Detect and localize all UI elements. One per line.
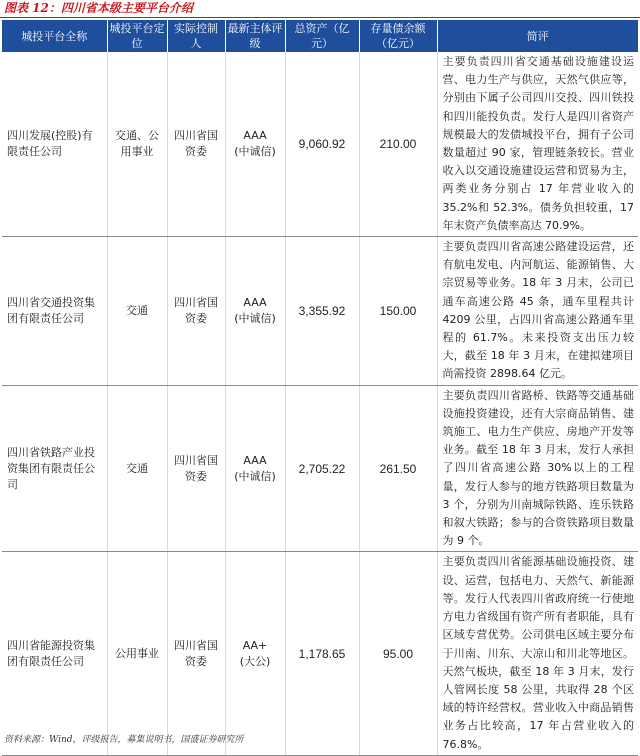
rating-agency: (中诚信) bbox=[234, 469, 276, 483]
header-debt: 存量债余额（亿元） bbox=[359, 20, 437, 52]
rating-cell bbox=[225, 385, 285, 552]
platform-name: 四川省交通投资集团有限责任公司 bbox=[2, 237, 107, 386]
table-header-row bbox=[2, 20, 638, 52]
platform-position: 交通、公用事业 bbox=[107, 52, 167, 237]
rating-agency: (中诚信) bbox=[234, 145, 276, 159]
header-name: 城投平台全称 bbox=[2, 20, 107, 52]
rating: AAA bbox=[243, 129, 267, 143]
total-assets: 9,060.92 bbox=[285, 52, 359, 237]
bond-balance: 210.00 bbox=[359, 52, 437, 237]
controller: 四川省国资委 bbox=[167, 385, 225, 552]
figure-title: 图表 12：四川省本级主要平台介绍 bbox=[0, 0, 640, 18]
rating-cell bbox=[225, 52, 285, 237]
platform-position: 交通 bbox=[107, 237, 167, 386]
header-controller: 实际控制人 bbox=[167, 20, 225, 52]
platform-position: 交通 bbox=[107, 385, 167, 552]
description: 主要负责四川省交通基础设施建设运营、电力生产与供应，天然气供应等，分别由下属子公司四川交投、四川铁投和四川能投负责。发行人是四川省资产规模最大的发债城投平台，拥有子公司数量超过 90 家，管理链条较长。营业收入以交通设施建设运营和贸易为主，两类业务分别占 17 年营业收入的 35.2%和 52.3%。债务负担较重，17 年末资产负债率高达 70.9%。 bbox=[437, 52, 638, 237]
source-note: 资料来源：Wind，评级报告，募集说明书，国盛证券研究所 bbox=[4, 735, 244, 745]
controller: 四川省国资委 bbox=[167, 237, 225, 386]
header-desc: 简评 bbox=[437, 20, 638, 52]
total-assets: 3,355.92 bbox=[285, 237, 359, 386]
rating-agency: (中诚信) bbox=[234, 311, 276, 325]
platform-position: 公用事业 bbox=[107, 552, 167, 755]
platform-table bbox=[2, 20, 638, 756]
header-assets: 总资产（亿元） bbox=[285, 20, 359, 52]
rating-cell bbox=[225, 552, 285, 755]
controller: 四川省国资委 bbox=[167, 52, 225, 237]
header-position: 城投平台定位 bbox=[107, 20, 167, 52]
platform-name: 四川省能源投资集团有限责任公司 bbox=[2, 552, 107, 755]
description: 主要负责四川省高速公路建设运营，还有航电发电、内河航运、能源销售、大宗贸易等业务。18 年 3 月末，公司已通车高速公路 45 条，通车里程共计 4209 公里，占四川省高速公路通车里程的 61.7%。未来投资支出压力较大，截至 18 年 3 月末，在建拟建项目尚需投资 2898.64 亿元。 bbox=[437, 237, 638, 386]
description: 主要负责四川省路桥、铁路等交通基础设施投资建设，还有大宗商品销售、建筑施工、电力生产供应、房地产开发等业务。截至 18 年 3 月末，发行人承担了四川省高速公路 30%以上的工程量，发行人参与的地方铁路项目数量为 3 个，分别为川南城际铁路、连乐铁路和叙大铁路；参与的合资铁路项目数量为 9 个。 bbox=[437, 385, 638, 552]
rating: AAA bbox=[243, 295, 267, 309]
controller: 四川省国资委 bbox=[167, 552, 225, 755]
table-row bbox=[2, 385, 638, 552]
table-row bbox=[2, 237, 638, 386]
bond-balance: 150.00 bbox=[359, 237, 437, 386]
total-assets: 1,178.65 bbox=[285, 552, 359, 755]
table-row bbox=[2, 552, 638, 755]
table-row bbox=[2, 52, 638, 237]
description: 主要负责四川省能源基础设施投资、建设、运营，包括电力、天然气、新能源等。发行人代表四川省政府统一行使地方电力省级国有资产所有者职能，具有区域专营优势。公司供电区域主要分布于川南、川东、大凉山和川北等地区。天然气板块，截至 18 年 3 月末，发行人管网长度 58 公里，共取得 28 个区域的特许经营权。营业收入中商品销售业务占比较高，17 年占营业收入的 76.8%。 bbox=[437, 552, 638, 755]
rating-cell bbox=[225, 237, 285, 386]
rating-agency: (大公) bbox=[239, 654, 271, 668]
platform-name: 四川省铁路产业投资集团有限责任公司 bbox=[2, 385, 107, 552]
total-assets: 2,705.22 bbox=[285, 385, 359, 552]
bond-balance: 95.00 bbox=[359, 552, 437, 755]
rating: AA+ bbox=[242, 638, 268, 652]
rating: AAA bbox=[243, 453, 267, 467]
platform-name: 四川发展(控股)有限责任公司 bbox=[2, 52, 107, 237]
header-rating: 最新主体评级 bbox=[225, 20, 285, 52]
bond-balance: 261.50 bbox=[359, 385, 437, 552]
